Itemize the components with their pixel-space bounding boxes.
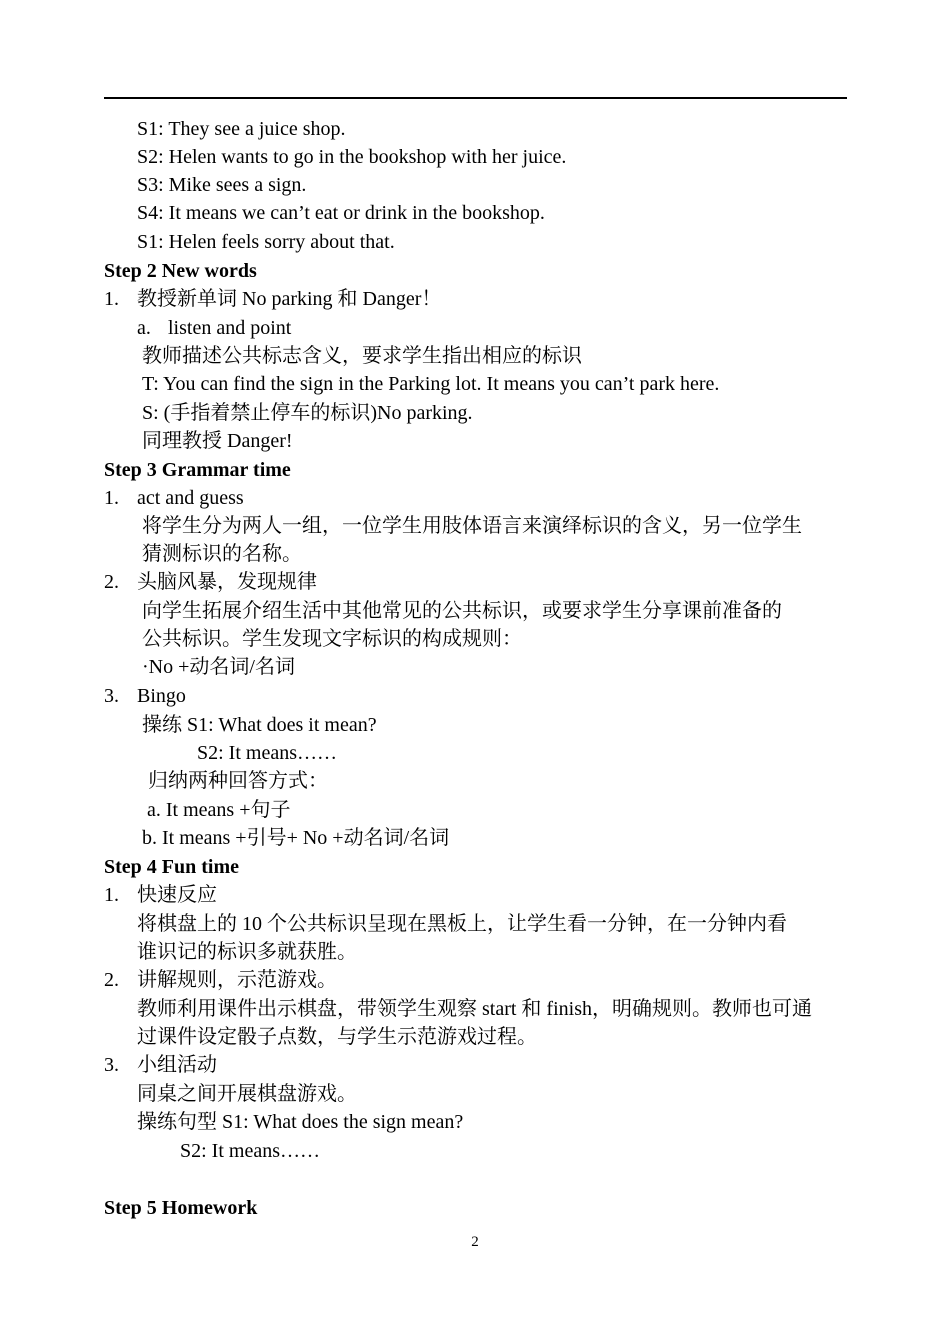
step3-item-1-text: 猜测标识的名称。 [142, 543, 302, 565]
step2-line: T: You can find the sign in the Parking lot. It means you can’t park here. [142, 373, 720, 395]
step3-item-3-text: 归纳两种回答方式： [148, 770, 328, 792]
dialogue-line: S1: They see a juice shop. [137, 118, 346, 140]
step3-item-3-text: b. It means +引号+ No +动名词/名词 [142, 827, 450, 849]
step2-sub-a: listen and point [168, 317, 292, 339]
step4-item-2: 讲解规则，示范游戏。 [137, 969, 337, 991]
page-number: 2 [471, 1234, 479, 1250]
step3-item-1-text: 将学生分为两人一组，一位学生用肢体语言来演绎标识的含义，另一位学生 [142, 515, 802, 537]
step3-item-2-text: 向学生拓展介绍生活中其他常见的公共标识，或要求学生分享课前准备的 [142, 600, 782, 622]
list-number: 2. [104, 969, 119, 991]
list-number: 3. [104, 1054, 119, 1076]
dialogue-line: S2: Helen wants to go in the bookshop with her juice. [137, 146, 567, 168]
step4-item-1-text: 谁识记的标识多就获胜。 [137, 941, 357, 963]
list-number: 1. [104, 884, 119, 906]
step3-item-2-text: 公共标识。学生发现文字标识的构成规则： [142, 628, 522, 650]
list-number: 1. [104, 288, 119, 310]
step4-heading: Step 4 Fun time [104, 856, 239, 878]
step3-item-3-text: a. It means +句子 [147, 799, 291, 821]
step2-line: S: (手指着禁止停车的标识)No parking. [142, 402, 473, 424]
step3-item-2-text: ·No +动名词/名词 [142, 656, 295, 678]
dialogue-line: S1: Helen feels sorry about that. [137, 231, 395, 253]
step3-heading: Step 3 Grammar time [104, 459, 291, 481]
step4-item-2-text: 教师利用课件出示棋盘，带领学生观察 start 和 finish，明确规则。教师也可通 [137, 998, 812, 1020]
step3-item-1: act and guess [137, 487, 244, 509]
list-number: 1. [104, 487, 119, 509]
step5-heading: Step 5 Homework [104, 1197, 258, 1219]
step3-item-2: 头脑风暴，发现规律 [137, 571, 317, 593]
dialogue-line: S3: Mike sees a sign. [137, 174, 307, 196]
step3-item-3-text: 操练 S1: What does it mean? [142, 714, 377, 736]
sub-marker: a. [137, 317, 151, 339]
list-number: 2. [104, 571, 119, 593]
step3-item-3: Bingo [137, 685, 186, 707]
step4-item-3: 小组活动 [137, 1054, 217, 1076]
step2-item-1: 教授新单词 No parking 和 Danger！ [137, 288, 442, 310]
step4-item-2-text: 过课件设定骰子点数，与学生示范游戏过程。 [137, 1026, 537, 1048]
dialogue-line: S4: It means we can’t eat or drink in the bookshop. [137, 202, 545, 224]
step4-item-3-text: 操练句型 S1: What does the sign mean? [137, 1111, 464, 1133]
list-number: 3. [104, 685, 119, 707]
step3-item-3-text: S2: It means…… [197, 742, 337, 764]
step4-item-3-text: S2: It means…… [180, 1140, 320, 1162]
header-rule [104, 97, 847, 99]
step2-line: 教师描述公共标志含义，要求学生指出相应的标识 [142, 345, 582, 367]
step2-heading: Step 2 New words [104, 260, 257, 282]
step4-item-1: 快速反应 [137, 884, 217, 906]
step2-line: 同理教授 Danger! [142, 430, 293, 452]
step4-item-3-text: 同桌之间开展棋盘游戏。 [137, 1083, 357, 1105]
step4-item-1-text: 将棋盘上的 10 个公共标识呈现在黑板上，让学生看一分钟，在一分钟内看 [137, 913, 787, 935]
